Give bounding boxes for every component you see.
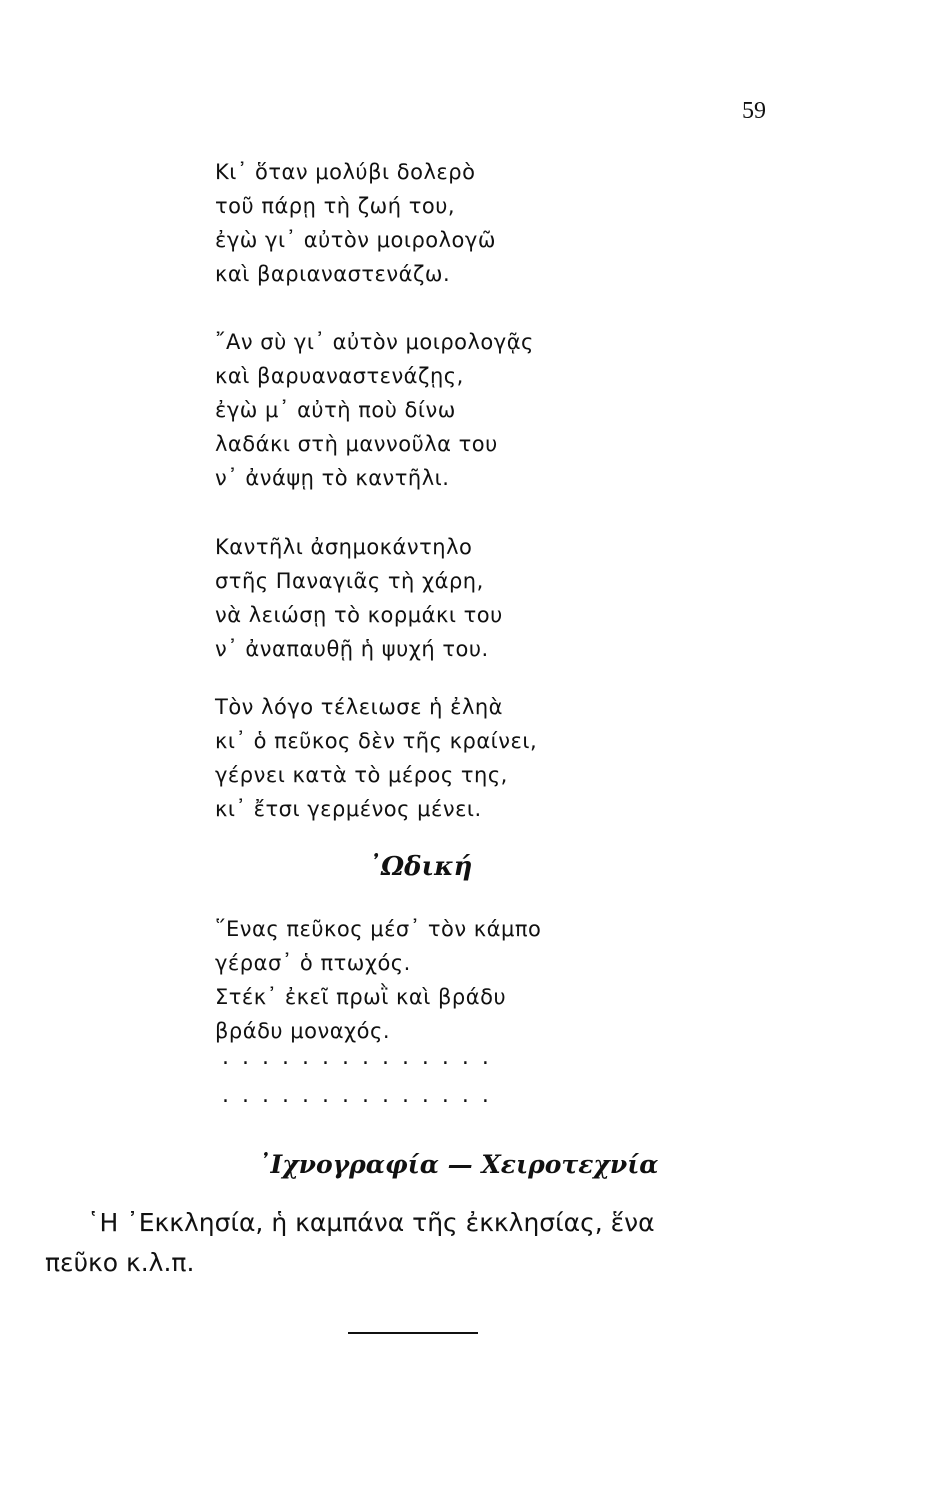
verse-line: κι᾿ ὁ πεῦκος δὲν τῆς κραίνει,: [215, 729, 538, 753]
verse-line: ἐγὼ μ᾿ αὐτὴ ποὺ δίνω: [215, 398, 456, 422]
ode-stanza: [215, 912, 541, 1048]
ode-title: ᾿Ωδική: [368, 852, 473, 882]
section-title: ᾿Ιχνογραφία — Χειροτεχνία: [258, 1150, 659, 1179]
verse-line: ἐγὼ γι᾿ αὐτὸν μοιρολογῶ: [215, 228, 496, 252]
verse-line: Στέκ᾿ ἐκεῖ πρωῒ καὶ βράδυ: [215, 985, 507, 1009]
verse-line: κι᾿ ἔτσι γερμένος μένει.: [215, 797, 482, 821]
verse-line: Τὸν λόγο τέλειωσε ἡ ἐληὰ: [215, 695, 504, 719]
verse-line: Καντῆλι ἀσημοκάντηλο: [215, 535, 473, 559]
text-line: ῾Η ᾿Εκκλησία, ἡ καμπάνα τῆς ἐκκλησίας, ἕνα: [87, 1208, 655, 1237]
verse-line: γέρνει κατὰ τὸ μέρος της,: [215, 763, 508, 787]
text-line: πεῦκο κ.λ.π.: [45, 1248, 195, 1277]
divider: [348, 1332, 478, 1334]
page-number: 59: [742, 98, 766, 124]
stanza-4: [215, 690, 537, 826]
stanza-2: [215, 325, 534, 495]
verse-line: νὰ λειώσῃ τὸ κορμάκι του: [215, 603, 503, 627]
verse-line: Κι᾿ ὅταν μολύβι δολερὸ: [215, 160, 476, 184]
verse-line: ῎Αν σὺ γι᾿ αὐτὸν μοιρολογᾷς: [215, 330, 534, 354]
stanza-1: [215, 155, 496, 291]
verse-line: βράδυ μοναχός.: [215, 1019, 391, 1043]
verse-line: στῆς Παναγιᾶς τὴ χάρη,: [215, 569, 484, 593]
verse-line: ν᾿ ἀνάψῃ τὸ καντῆλι.: [215, 466, 450, 490]
stanza-3: [215, 530, 503, 666]
verse-line: τοῦ πάρῃ τὴ ζωή του,: [215, 194, 456, 218]
verse-line: ν᾿ ἀναπαυθῇ ἡ ψυχή του.: [215, 637, 489, 661]
verse-line: ῞Ενας πεῦκος μέσ᾿ τὸν κάμπο: [215, 917, 542, 941]
ellipsis-row: ..............: [222, 1045, 502, 1070]
verse-line: γέρασ᾿ ὁ πτωχός.: [215, 951, 411, 975]
verse-line: λαδάκι στὴ μαννοῦλα του: [215, 432, 498, 456]
verse-line: καὶ βαρυαναστενάζῃς,: [215, 364, 464, 388]
section-text: [45, 1203, 785, 1283]
verse-line: καὶ βαριαναστενάζω.: [215, 262, 451, 286]
ellipsis-row: ..............: [222, 1083, 502, 1108]
